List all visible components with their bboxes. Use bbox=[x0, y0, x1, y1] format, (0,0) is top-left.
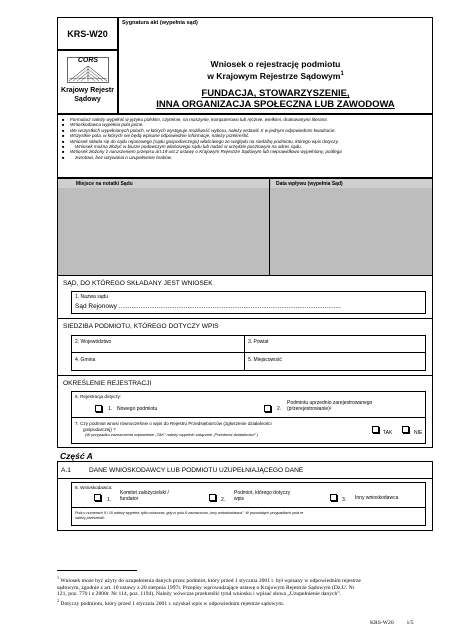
founding-committee-label bbox=[120, 491, 169, 502]
footnote-1-line1: Wniosek może być użyty do uzupełnienia danych przez podmiot, który przed 1 stycznia 2001 r. był wpisany w odpowiednim rejestrze bbox=[60, 577, 361, 584]
locality-label: 5. Miejscowość bbox=[248, 357, 282, 363]
new-entity-checkbox[interactable] bbox=[95, 405, 102, 412]
received-date-label: Data wpływu (wypełnia Sąd) bbox=[271, 179, 432, 188]
founding-committee-label-line2: fundator bbox=[120, 495, 139, 502]
form-code: KRS-W20 bbox=[67, 28, 108, 39]
page-footer bbox=[370, 620, 414, 626]
instruction-item: ■ Wszystkie pola, w których nie będą wpisane odpowiednie informacje, należy przekreślić. bbox=[61, 133, 429, 138]
business-register-question-line2: gospodarczej) ? bbox=[83, 426, 116, 432]
district-field[interactable] bbox=[244, 335, 426, 353]
logo-tagline: Centrum Ośrodków Rozwoju Sądownictwa bbox=[69, 78, 107, 80]
other-applicant-label: Inny wnioskodawca bbox=[355, 495, 399, 501]
registration-type-label: 6. Rejestracja dotyczy: bbox=[75, 394, 122, 399]
voivodeship-label: 2. Województwo bbox=[75, 339, 112, 345]
footnote-2-text: Dotyczy podmiotu, który przed 1 stycznia 2001 r. uzyskał wpis w odpowiednim rejestrze sądowym. bbox=[60, 600, 285, 607]
founding-committee-label-line1: Komitet założycielski / bbox=[120, 490, 169, 496]
form-title-line1: Wniosek o rejestrację podmiotu bbox=[210, 59, 341, 69]
re-registration-label-line1: Podmiotu uprzednio zarejestrowanego bbox=[287, 400, 373, 406]
applicant-section bbox=[57, 461, 433, 531]
footnote-1-line3: 121, poz. 770 i z 2000r. Nr 114, poz. 1194). Należy wówczas przekreślić tytuł wniosku i wpisać słowa „Uzupełnienie danych”. bbox=[57, 591, 342, 598]
form-code-box bbox=[57, 17, 118, 50]
court-use-area bbox=[57, 178, 433, 276]
instruction-item: ■ zwrotowi, bez wzywania o uzupełnienie braków. bbox=[61, 155, 429, 160]
registration-type-field bbox=[71, 391, 426, 418]
registration-section bbox=[57, 375, 433, 447]
part-a-title: Część A bbox=[60, 451, 93, 461]
form-subtitle-line2: INNA ORGANIZACJA SPOŁECZNA LUB ZAWODOWA bbox=[156, 99, 395, 110]
footnotes bbox=[57, 575, 433, 608]
court-notes-field bbox=[58, 188, 269, 275]
commune-field[interactable] bbox=[71, 352, 245, 371]
entity-itself-label-line1: Podmiot, którego dotyczy bbox=[234, 490, 291, 496]
logo-wordmark: CORS bbox=[77, 57, 99, 64]
received-date-field bbox=[271, 188, 432, 275]
locality-field[interactable] bbox=[244, 352, 426, 371]
business-register-question bbox=[75, 421, 272, 438]
registration-section-title: OKREŚLENIE REJESTRACJI bbox=[63, 380, 152, 387]
yes-checkbox[interactable] bbox=[372, 426, 379, 433]
instructions-list bbox=[57, 114, 433, 178]
registry-name bbox=[58, 86, 117, 104]
form-title bbox=[119, 59, 432, 81]
entity-itself-num: 2. bbox=[221, 497, 226, 503]
instruction-item: ■ Wniosek złożony z naruszeniem przepisu art.19 ust.2 ustawy o Krajowym Rejestrze Sądowym lub nieprawidłowo wypełniony, podlega bbox=[61, 149, 429, 154]
footnote-separator bbox=[57, 570, 137, 571]
cors-logo bbox=[67, 57, 109, 83]
instruction-item: ■ We wszystkich wypełnianych polach, w których występuje możliwość wyboru, należy wstawić X w jednym odpowiednim kwadracie. bbox=[61, 128, 429, 133]
footnote-2: $^2$ Dotyczy podmiotu, który przed 1 stycznia 2001 r. uzyskał wpis w odpowiednim rejestrze sądowym. bbox=[57, 597, 285, 607]
footnote-1-line2: sądowym, zgodnie z art. 10 ustawy z 20 sierpnia 1997r. Przepisy wprowadzające ustawę o Krajowym Rejestrze Sądowym (Dz.U. Nr bbox=[57, 584, 355, 591]
instruction-item: ■ Wnioskodawca wypełnia pola jasne. bbox=[61, 122, 429, 127]
applicant-type-field bbox=[71, 482, 426, 508]
applicant-section-title: DANE WNIOSKODAWCY LUB PODMIOTU UZUPEŁNIAJĄCEGO DANE bbox=[89, 467, 304, 474]
form-title-line2: w Krajowym Rejestrze Sądowym$^1$ bbox=[207, 70, 344, 81]
court-section-title: SĄD, DO KTÓREGO SKŁADANY JEST WNIOSEK bbox=[63, 280, 213, 287]
voivodeship-field[interactable] bbox=[71, 335, 245, 353]
court-notes-label: Miejsce na notatki Sądu bbox=[58, 179, 269, 188]
form-subtitle bbox=[119, 88, 432, 110]
page-number: 1/5 bbox=[406, 620, 414, 626]
applicant-note-box bbox=[71, 507, 426, 526]
instruction-item: ■ Wniosek składa się do sądu rejonowego (sądu gospodarczego) właściwego ze względu na siedzibę podmiotu, którego wpis dotyczy. bbox=[61, 139, 429, 144]
applicant-note-line1: Pola o numerach 9 i 10 należy wypełnić tylko wówczas, gdy w polu 8 zaznaczono „Inny wnioskodawca”. W pozostałych przypadkach pola te bbox=[75, 511, 304, 515]
new-entity-label: Nowego podmiotu bbox=[117, 406, 158, 412]
founding-committee-num: 1. bbox=[107, 497, 112, 503]
court-notes-area bbox=[58, 179, 270, 275]
entity-itself-label-line2: wpis bbox=[234, 495, 245, 502]
applicant-note bbox=[75, 511, 303, 522]
yes-label: TAK bbox=[383, 430, 393, 436]
instruction-item: ■ Formularz należy wypełnić w języku polskim, czytelnie, na maszynie, komputerowo lub ręcznie, wielkimi, drukowanymi literami. bbox=[61, 117, 429, 122]
re-registration-num: 2. bbox=[277, 406, 282, 412]
seat-section bbox=[57, 318, 433, 375]
court-name-value: Sąd Rejonowy ........................................................................................................................... bbox=[75, 303, 341, 310]
district-label: 3. Powiat bbox=[248, 339, 269, 345]
court-name-field[interactable] bbox=[71, 291, 426, 314]
business-register-field bbox=[71, 417, 426, 444]
entity-itself-label bbox=[234, 491, 290, 502]
business-register-hint: (W przypadku zaznaczenia odpowiedzi „TAK” należy wypełnić załącznik „Przedmiot działalności” ) bbox=[85, 432, 259, 437]
applicant-type-label: 8. Wnioskodawca: bbox=[75, 485, 113, 490]
part-a-header bbox=[57, 447, 433, 461]
applicant-section-num: A.1 bbox=[61, 467, 71, 474]
seat-section-title: SIEDZIBA PODMIOTU, KTÓREGO DOTYCZY WPIS bbox=[63, 323, 219, 330]
form-subtitle-line1: FUNDACJA, STOWARZYSZENIE, bbox=[201, 88, 350, 99]
re-registration-label bbox=[287, 401, 372, 412]
new-entity-num: 1. bbox=[108, 406, 113, 412]
signature-label: Sygnatura akt (wypełnia sąd) bbox=[122, 20, 198, 26]
court-section bbox=[57, 276, 433, 318]
re-registration-label-line2: (przerejestrowanie)² bbox=[287, 405, 332, 412]
other-applicant-checkbox[interactable] bbox=[330, 494, 337, 501]
title-box bbox=[118, 17, 433, 114]
no-checkbox[interactable] bbox=[402, 426, 409, 433]
footnote-1: $^1$ Wniosek może być użyty do uzupełnienia danych przez podmiot, który przed 1 stycznia 2001 r. był wpisany w odpowiednim rejestrze bbox=[57, 575, 361, 584]
applicant-section-rule bbox=[58, 478, 432, 479]
instruction-item: ■ Wniosek można złożyć w biurze podawczym właściwego sądu lub nadać w urzędzie pocztowym na adres sądu. bbox=[61, 144, 429, 149]
other-applicant-num: 3. bbox=[342, 497, 347, 503]
applicant-note-line2: należy przekreślić. bbox=[75, 516, 106, 521]
court-name-label: 1. Nazwa sądu bbox=[75, 294, 109, 300]
entity-itself-checkbox[interactable] bbox=[209, 494, 216, 501]
re-registration-checkbox[interactable] bbox=[264, 405, 271, 412]
founding-committee-checkbox[interactable] bbox=[94, 494, 101, 501]
page-footer-code: KRS-W20 bbox=[370, 620, 394, 626]
registry-name-line1: Krajowy Rejestr bbox=[61, 87, 114, 94]
no-label: NIE bbox=[414, 430, 423, 436]
business-register-question-line1: 7. Czy podmiot wnosi równocześnie o wpis do Rejestru Przedsiębiorców (zgłoszenie działalności bbox=[75, 421, 272, 426]
registry-name-line2: Sądowy bbox=[74, 96, 101, 103]
commune-label: 4. Gmina bbox=[75, 357, 96, 363]
logo-box bbox=[57, 50, 118, 114]
